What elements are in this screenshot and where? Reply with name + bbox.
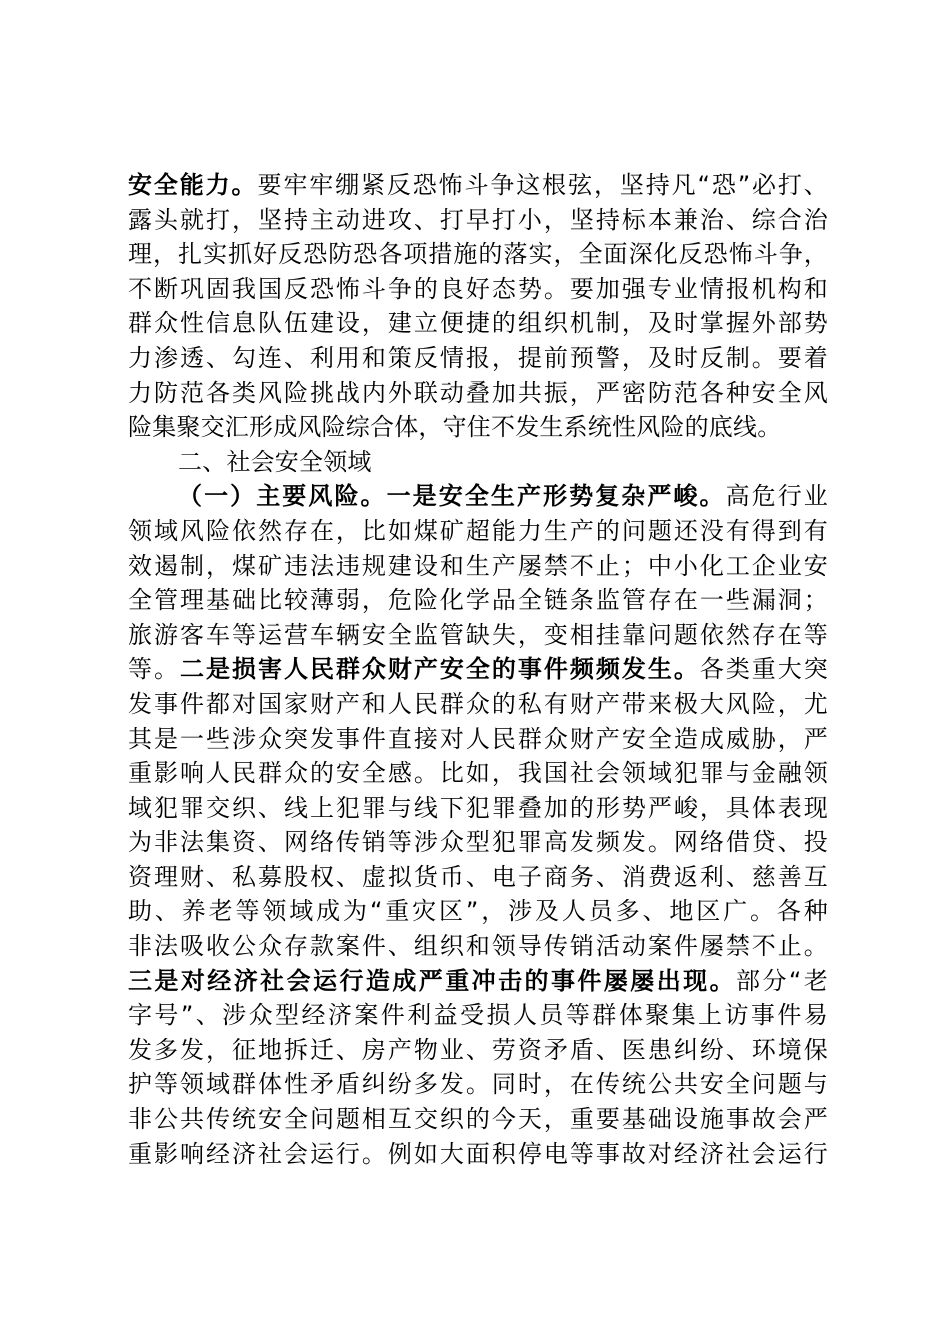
text-line: 发多发，征地拆迁、房产物业、劳资矛盾、医患纠纷、环境保: [128, 1035, 828, 1064]
text-run: 等。: [128, 655, 180, 684]
text-line: 露头就打，坚持主动进攻、打早打小，坚持标本兼治、综合治: [128, 205, 828, 234]
text-line: [128, 479, 828, 514]
text-line: 力防范各类风险挑战内外联动叠加共振，严密防范各种安全风: [128, 378, 828, 407]
paragraph-national-security-conclusion: [128, 168, 828, 445]
text-line: 域犯罪交织、线上犯罪与线下犯罪叠加的形势严峻，具体表现: [128, 793, 828, 822]
paragraph-social-security-risks: [128, 479, 828, 1171]
text-line: 重影响人民群众的安全感。比如，我国社会领域犯罪与金融领: [128, 759, 828, 788]
document-body: [128, 168, 828, 1171]
bold-lead-phrase: 安全能力。: [128, 171, 258, 199]
bold-lead-phrase: 二是损害人民群众财产安全的事件频频发生。: [179, 655, 700, 684]
text-run: 高危行业: [725, 482, 828, 511]
text-line: 资理财、私募股权、虚拟货币、电子商务、消费返利、慈善互: [128, 862, 828, 891]
text-line: 字号”、涉众型经济案件利益受损人员等群体聚集上访事件易: [128, 1001, 828, 1030]
text-run: 要牢牢绷紧反恐怖斗争这根弦，坚持凡“恐”必打、: [257, 171, 829, 199]
text-line: 全管理基础比较薄弱，危险化学品全链条监管存在一些漏洞；: [128, 586, 828, 615]
text-line: 为非法集资、网络传销等涉众型犯罪高发频发。网络借贷、投: [128, 828, 828, 857]
text-run: 部分“老: [736, 966, 828, 995]
section-heading: 二、社会安全领域: [178, 447, 372, 476]
text-line: [128, 652, 828, 687]
bold-lead-phrase: （一）主要风险。一是安全生产形势复杂严峻。: [178, 482, 726, 511]
text-line: 旅游客车等运营车辆安全监管缺失，变相挂靠问题依然存在等: [128, 620, 828, 649]
text-line: 理，扎实抓好反恐防恐各项措施的落实，全面深化反恐怖斗争，: [128, 240, 828, 269]
text-line: 非法吸收公众存款案件、组织和领导传销活动案件屡禁不止。: [128, 932, 828, 961]
text-line: 非公共传统安全问题相互交织的今天，重要基础设施事故会严: [128, 1105, 828, 1134]
text-line: 力渗透、勾连、利用和策反情报，提前预警，及时反制。要着: [128, 343, 828, 372]
bold-lead-phrase: 三是对经济社会运行造成严重冲击的事件屡屡出现。: [128, 966, 737, 995]
text-line: 效遏制，煤矿违法违规建设和生产屡禁不止；中小化工企业安: [128, 551, 828, 580]
text-run: 各类重大突: [699, 655, 828, 684]
text-line: 护等领域群体性矛盾纠纷多发。同时，在传统公共安全问题与: [128, 1070, 828, 1099]
text-line: 其是一些涉众突发事件直接对人民群众财产安全造成威胁，严: [128, 724, 828, 753]
text-line: 险集聚交汇形成风险综合体，守住不发生系统性风险的底线。: [128, 413, 782, 442]
text-line: 领域风险依然存在，比如煤矿超能力生产的问题还没有得到有: [128, 516, 828, 545]
text-line: 发事件都对国家财产和人民群众的私有财产带来极大风险，尤: [128, 689, 828, 718]
text-line: 不断巩固我国反恐怖斗争的良好态势。要加强专业情报机构和: [128, 274, 828, 303]
text-line: 助、养老等领域成为“重灾区”，涉及人员多、地区广。各种: [128, 897, 828, 926]
text-line: [128, 168, 828, 203]
text-line: 重影响经济社会运行。例如大面积停电等事故对经济社会运行: [128, 1139, 828, 1168]
text-line: [128, 964, 828, 999]
text-line: 群众性信息队伍建设，建立便捷的组织机制，及时掌握外部势: [128, 309, 828, 338]
